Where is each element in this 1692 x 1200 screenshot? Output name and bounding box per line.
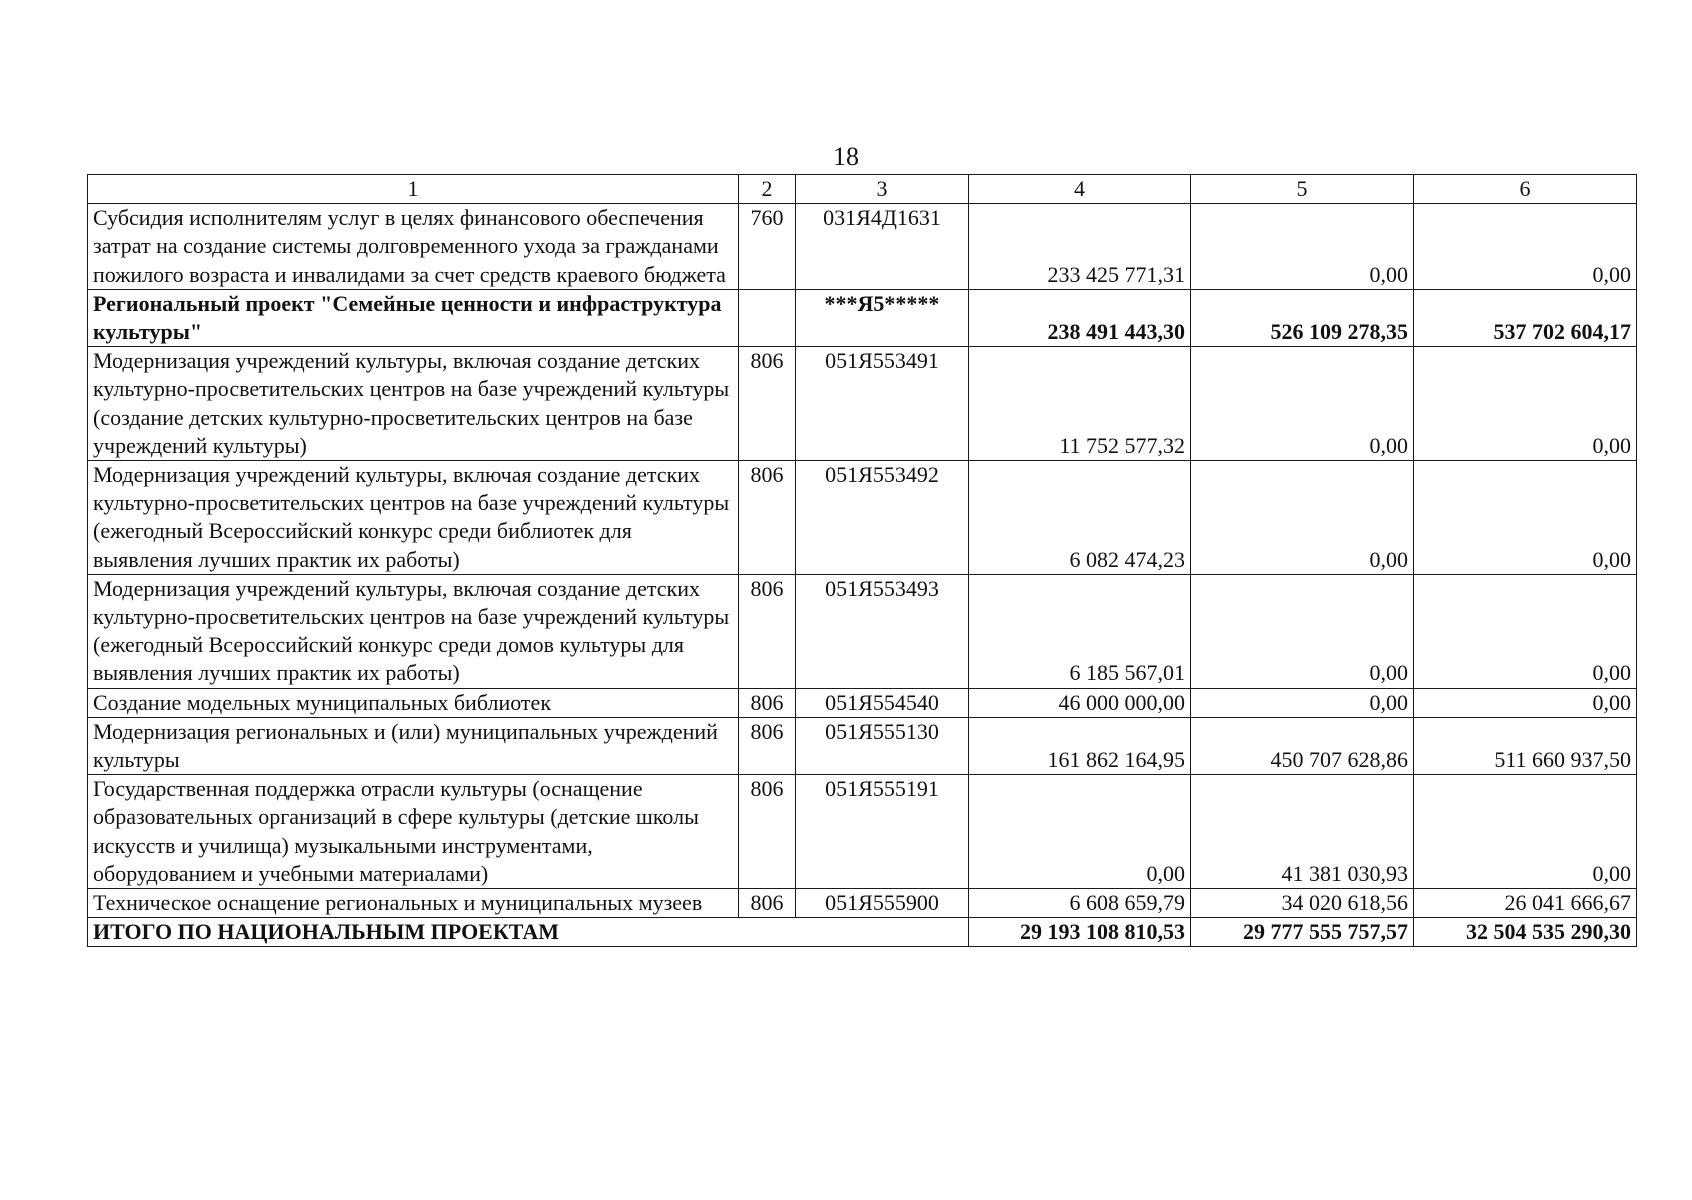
total-value-col4: 29 193 108 810,53 — [969, 918, 1191, 947]
row-value-col6: 0,00 — [1414, 204, 1637, 290]
row-name: Техническое оснащение региональных и муниципальных музеев — [88, 889, 739, 918]
row-target-article: 051Я553491 — [796, 347, 969, 461]
row-value-col4: 6 185 567,01 — [969, 574, 1191, 688]
table-row — [88, 688, 1637, 717]
page-number: 18 — [833, 142, 859, 171]
row-target-article: 051Я555900 — [796, 889, 969, 918]
column-number: 6 — [1414, 175, 1637, 204]
row-target-article: 051Я554540 — [796, 688, 969, 717]
column-number: 2 — [739, 175, 796, 204]
row-name: Государственная поддержка отрасли культуры (оснащение образовательных организаций в сфере культуры (детские школы искусств и училища) музыкальными инструментами, оборудованием и учебными материалами) — [88, 775, 739, 889]
column-number: 5 — [1191, 175, 1414, 204]
row-name: Модернизация региональных и (или) муниципальных учреждений культуры — [88, 717, 739, 774]
row-value-col5: 0,00 — [1191, 574, 1414, 688]
row-code: 806 — [739, 461, 796, 575]
row-value-col5: 34 020 618,56 — [1191, 889, 1414, 918]
row-value-col6: 0,00 — [1414, 347, 1637, 461]
column-number: 1 — [88, 175, 739, 204]
row-code — [739, 289, 796, 346]
row-code: 806 — [739, 775, 796, 889]
table-row — [88, 204, 1637, 290]
row-value-col5: 0,00 — [1191, 204, 1414, 290]
row-name: Региональный проект "Семейные ценности и инфраструктура культуры" — [88, 289, 739, 346]
row-value-col4: 46 000 000,00 — [969, 688, 1191, 717]
table-row-project — [88, 289, 1637, 346]
table-row — [88, 889, 1637, 918]
row-target-article: 051Я555130 — [796, 717, 969, 774]
row-value-col6: 0,00 — [1414, 688, 1637, 717]
row-value-col4: 0,00 — [969, 775, 1191, 889]
row-code: 760 — [739, 204, 796, 290]
row-value-col6: 26 041 666,67 — [1414, 889, 1637, 918]
row-value-col4: 161 862 164,95 — [969, 717, 1191, 774]
column-number-row — [88, 175, 1637, 204]
table-row — [88, 461, 1637, 575]
row-name: Модернизация учреждений культуры, включая создание детских культурно-просветительских центров на базе учреждений культуры (ежегодный Всероссийский конкурс среди библиотек для выявления лучших практик их работы) — [88, 461, 739, 575]
row-name: Субсидия исполнителям услуг в целях финансового обеспечения затрат на создание системы долговременного ухода за гражданами пожилого возраста и инвалидами за счет средств краевого бюджета — [88, 204, 739, 290]
table-row — [88, 775, 1637, 889]
row-value-col4: 6 608 659,79 — [969, 889, 1191, 918]
row-target-article: 031Я4Д1631 — [796, 204, 969, 290]
row-code: 806 — [739, 889, 796, 918]
row-value-col5: 450 707 628,86 — [1191, 717, 1414, 774]
total-label: ИТОГО ПО НАЦИОНАЛЬНЫМ ПРОЕКТАМ — [88, 918, 969, 947]
row-value-col5: 0,00 — [1191, 688, 1414, 717]
table-row — [88, 574, 1637, 688]
table-row — [88, 347, 1637, 461]
row-code: 806 — [739, 717, 796, 774]
row-value-col6: 0,00 — [1414, 775, 1637, 889]
row-target-article: ***Я5***** — [796, 289, 969, 346]
row-value-col5: 526 109 278,35 — [1191, 289, 1414, 346]
row-value-col4: 233 425 771,31 — [969, 204, 1191, 290]
row-name: Создание модельных муниципальных библиотек — [88, 688, 739, 717]
row-value-col5: 41 381 030,93 — [1191, 775, 1414, 889]
row-value-col6: 511 660 937,50 — [1414, 717, 1637, 774]
row-target-article: 051Я553492 — [796, 461, 969, 575]
row-value-col5: 0,00 — [1191, 461, 1414, 575]
row-value-col4: 6 082 474,23 — [969, 461, 1191, 575]
total-value-col6: 32 504 535 290,30 — [1414, 918, 1637, 947]
row-target-article: 051Я555191 — [796, 775, 969, 889]
column-number: 3 — [796, 175, 969, 204]
row-code: 806 — [739, 688, 796, 717]
row-value-col5: 0,00 — [1191, 347, 1414, 461]
row-value-col4: 11 752 577,32 — [969, 347, 1191, 461]
total-row — [88, 918, 1637, 947]
total-value-col5: 29 777 555 757,57 — [1191, 918, 1414, 947]
row-value-col6: 0,00 — [1414, 461, 1637, 575]
row-value-col6: 537 702 604,17 — [1414, 289, 1637, 346]
row-code: 806 — [739, 574, 796, 688]
row-value-col4: 238 491 443,30 — [969, 289, 1191, 346]
row-code: 806 — [739, 347, 796, 461]
row-name: Модернизация учреждений культуры, включая создание детских культурно-просветительских центров на базе учреждений культуры (создание детских культурно-просветительских центров на базе учреждений культуры) — [88, 347, 739, 461]
table-row — [88, 717, 1637, 774]
column-number: 4 — [969, 175, 1191, 204]
row-target-article: 051Я553493 — [796, 574, 969, 688]
row-value-col6: 0,00 — [1414, 574, 1637, 688]
budget-table — [87, 174, 1637, 947]
row-name: Модернизация учреждений культуры, включая создание детских культурно-просветительских центров на базе учреждений культуры (ежегодный Всероссийский конкурс среди домов культуры для выявления лучших практик их работы) — [88, 574, 739, 688]
